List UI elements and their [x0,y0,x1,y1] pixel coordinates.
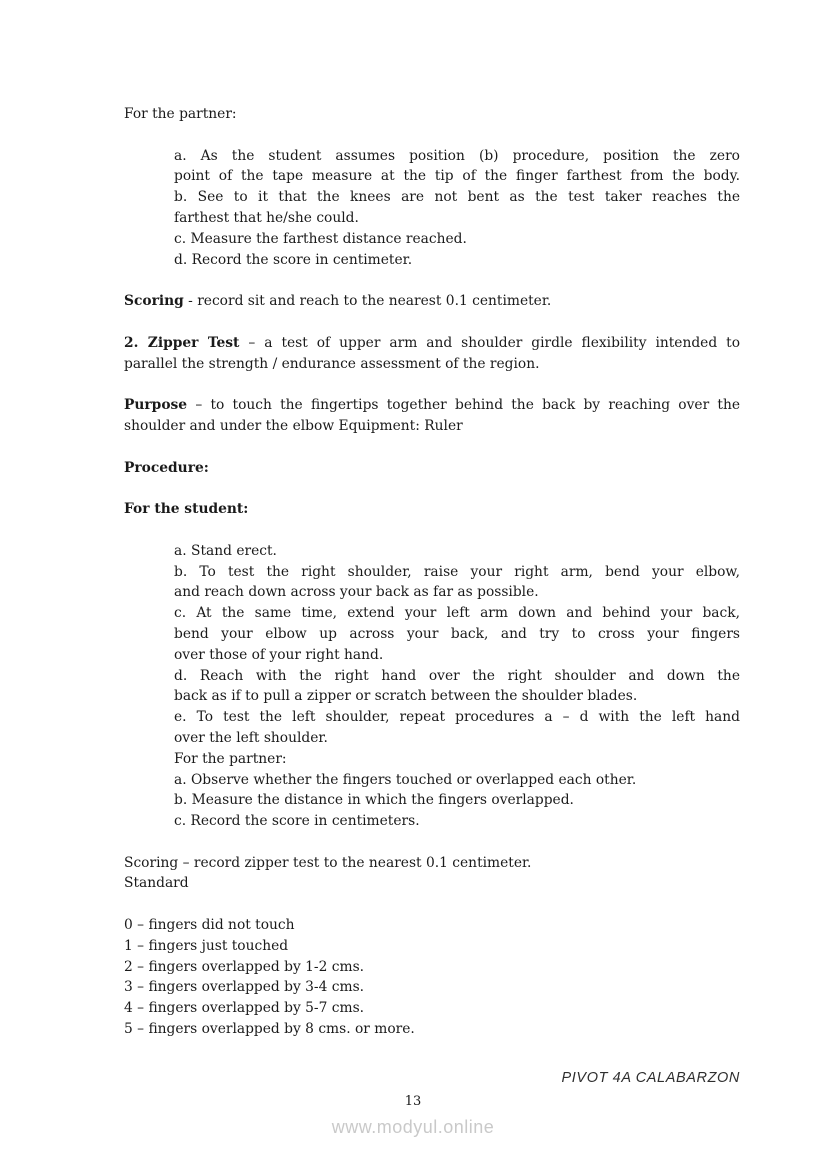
blank-line [124,520,740,541]
partner-step-b [174,187,740,229]
student-step-c-line-3: over those of your right hand. [174,646,384,663]
watermark-url: www.modyul.online [331,1117,495,1137]
standard-score-1-line-1: 1 – fingers just touched [124,937,289,954]
blank-line [124,270,740,291]
student-step-b-line-2: and reach down across your back as far as possible. [174,584,539,601]
page-number: 13 [404,1094,422,1109]
standard-heading-line-1: Standard [124,875,189,892]
student-step-d-line-1: d. Reach with the right hand over the right shoulder and down the [174,667,740,684]
standard-score-3-line-1: 3 – fingers overlapped by 3-4 cms. [124,979,365,996]
scoring-sit-and-reach-bold-lead: Scoring [124,293,184,310]
student-step-e-line-2: over the left shoulder. [174,729,328,746]
standard-score-5-line-1: 5 – fingers overlapped by 8 cms. or more. [124,1021,415,1038]
scoring-sit-and-reach [124,291,740,312]
purpose [124,395,740,437]
partner2-step-c-line-1: c. Record the score in centimeters. [174,813,420,830]
student-step-a [174,541,740,562]
document-body [124,104,740,1040]
partner2-step-a [174,770,740,791]
partner-step-d-line-1: d. Record the score in centimeter. [174,251,413,268]
standard-score-1 [124,936,740,957]
for-the-partner-heading [124,104,740,125]
student-step-c [174,603,740,665]
scoring-zipper-line-1: Scoring – record zipper test to the nearest 0.1 centimeter. [124,854,532,871]
standard-score-3 [124,977,740,998]
procedure-heading [124,458,740,479]
for-the-student-heading-bold-lead: For the student: [124,501,249,518]
student-step-b [174,562,740,604]
zipper-test-intro-bold-lead: 2. Zipper Test [124,334,240,351]
blank-line [124,832,740,853]
purpose-line-1: Purpose – to touch the fingertips together behind the back by reaching over the [124,397,740,414]
procedure-heading-bold-lead: Procedure: [124,459,209,476]
student-step-b-line-1: b. To test the right shoulder, raise your right arm, bend your elbow, [174,563,740,580]
scoring-sit-and-reach-line-1: Scoring - record sit and reach to the nearest 0.1 centimeter. [124,293,552,310]
blank-line [124,374,740,395]
student-step-a-line-1: a. Stand erect. [174,542,277,559]
partner-step-b-line-2: farthest that he/she could. [174,209,359,226]
standard-score-2-line-1: 2 – fingers overlapped by 1-2 cms. [124,958,365,975]
student-step-d-line-2: back as if to pull a zipper or scratch between the shoulder blades. [174,688,638,705]
zipper-test-intro [124,333,740,375]
blank-line [124,437,740,458]
student-step-c-line-2: bend your elbow up across your back, and try to cross your fingers [174,625,740,642]
partner-step-a-line-1: a. As the student assumes position (b) procedure, position the zero [174,147,740,164]
procedure-heading-line-1 [124,458,740,479]
partner2-step-b-line-1: b. Measure the distance in which the fingers overlapped. [174,792,574,809]
partner-step-a [174,146,740,188]
purpose-bold-lead: Purpose [124,397,188,414]
zipper-test-intro-line-1: 2. Zipper Test – a test of upper arm and shoulder girdle flexibility intended to [124,334,740,351]
student-step-e [174,707,740,749]
student-step-e-line-1: e. To test the left shoulder, repeat procedures a – d with the left hand [174,709,740,726]
standard-score-4-line-1: 4 – fingers overlapped by 5-7 cms. [124,1000,365,1017]
partner-step-b-line-1: b. See to it that the knees are not bent as the test taker reaches the [174,189,740,206]
partner2-step-c [174,811,740,832]
partner-step-d [174,250,740,271]
footer-brand-text: PIVOT 4A CALABARZON [561,1070,740,1086]
partner-step-c [174,229,740,250]
scoring-zipper [124,853,740,874]
zipper-test-intro-line-2: parallel the strength / endurance assessment of the region. [124,355,540,372]
for-the-partner-subheading-line-1: For the partner: [174,750,287,767]
standard-score-0-line-1: 0 – fingers did not touch [124,917,295,934]
blank-line [124,312,740,333]
for-the-partner-subheading [174,749,740,770]
student-step-c-line-1: c. At the same time, extend your left arm down and behind your back, [174,605,740,622]
partner2-step-b [174,790,740,811]
standard-heading [124,873,740,894]
for-the-partner-heading-line-1: For the partner: [124,106,237,122]
partner-step-c-line-1: c. Measure the farthest distance reached. [174,230,467,247]
for-the-student-heading-line-1 [124,499,740,520]
standard-score-0 [124,915,740,936]
blank-line [124,478,740,499]
partner-step-a-line-2: point of the tape measure at the tip of the finger farthest from the body. [174,168,740,185]
standard-score-2 [124,957,740,978]
blank-line [124,894,740,915]
purpose-line-2: shoulder and under the elbow Equipment: Ruler [124,417,463,434]
student-step-d [174,666,740,708]
standard-score-4 [124,998,740,1019]
standard-score-5 [124,1019,740,1040]
partner2-step-a-line-1: a. Observe whether the fingers touched or overlapped each other. [174,771,637,788]
for-the-student-heading [124,499,740,520]
blank-line [124,125,740,146]
